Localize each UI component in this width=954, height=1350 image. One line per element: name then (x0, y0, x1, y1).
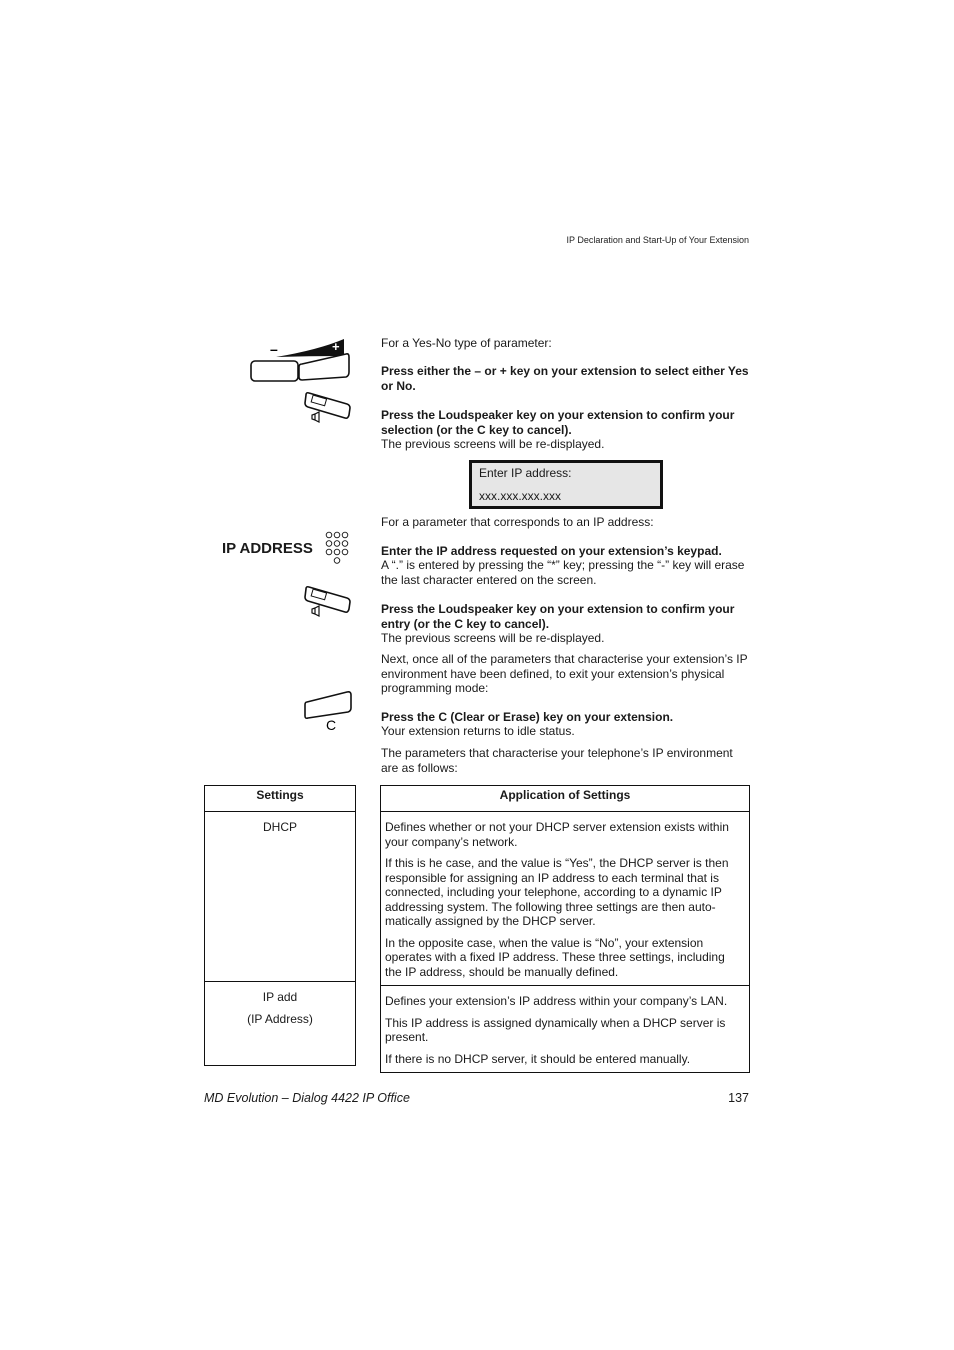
setting-name: DHCP (262, 820, 297, 834)
application-paragraph: If there is no DHCP server, it should be entered manually. (385, 1051, 691, 1066)
loudspeaker-key-icon (303, 390, 353, 428)
table-intro: The parameters that characterise your telephone’s IP environment are as follows: (381, 746, 733, 775)
confirm-selection-instruction: Press the Loudspeaker key on your extension to confirm your selection (or the C key to cancel). (381, 408, 735, 437)
setting-name: IP add (262, 990, 298, 1004)
table-row (205, 982, 356, 1066)
confirm-entry-note: The previous screens will be re-displayed. (381, 631, 605, 645)
application-paragraph: If this is he case, and the value is “Yes”, the DHCP server is then responsible for assigning an IP address to each terminal that is connected, including your telephone, according to a dynamic IP addressing system. The following three settings are then auto-matically assigned by the DHCP server. (385, 856, 729, 928)
application-paragraph: Defines your extension’s IP address within your company’s LAN. (385, 994, 728, 1008)
minus-glyph: – (270, 341, 278, 357)
lcd-line-2: xxx.xxx.xxx.xxx (479, 489, 562, 503)
clear-note: Your extension returns to idle status. (381, 724, 575, 738)
application-paragraph: Defines whether or not your DHCP server extension exists within your company’s network. (385, 820, 729, 849)
settings-table (204, 785, 356, 1066)
settings-header: Settings (205, 786, 356, 812)
lcd-line-1: Enter IP address: (479, 466, 572, 480)
plus-glyph: + (332, 339, 340, 354)
exit-intro: Next, once all of the parameters that characterise your extension’s IP environment have been defined, to exit your extension’s physical programming mode: (381, 652, 748, 695)
table-row (381, 986, 750, 1073)
clear-instruction: Press the C (Clear or Erase) key on your extension. (381, 710, 674, 724)
application-paragraph: This IP address is assigned dynamically when a DHCP server is present. (385, 1015, 726, 1044)
yesno-instruction: Press either the – or + key on your extension to select either Yes or No. (381, 364, 749, 393)
c-key-glyph: C (326, 717, 337, 733)
footer-title: MD Evolution – Dialog 4422 IP Office (204, 1091, 410, 1105)
table-row (381, 812, 750, 986)
confirm-selection-note: The previous screens will be re-displayed. (381, 437, 605, 451)
volume-keys-icon (248, 336, 352, 386)
application-paragraph: In the opposite case, when the value is “No”, your extension operates with a fixed IP address. These three settings, including the IP address, should be manually defined. (385, 935, 725, 979)
page-number: 137 (728, 1091, 749, 1105)
confirm-entry-instruction: Press the Loudspeaker key on your extension to confirm your entry (or the C key to cancel). (381, 602, 735, 631)
keypad-icon (325, 531, 351, 567)
running-header: IP Declaration and Start-Up of Your Extension (566, 235, 749, 245)
setting-subname: (IP Address) (247, 1011, 313, 1026)
table-row (205, 812, 356, 982)
loudspeaker-key-icon (303, 584, 353, 622)
ip-note: A “.” is entered by pressing the “*” key; pressing the “-” key will erase the last character entered on the screen. (381, 558, 745, 587)
ip-address-label: IP ADDRESS (222, 540, 313, 557)
application-header: Application of Settings (381, 786, 750, 812)
ip-instruction: Enter the IP address requested on your extension’s keypad. (381, 544, 722, 558)
c-key-icon (302, 690, 354, 732)
lcd-display (469, 460, 663, 509)
application-table (380, 785, 750, 1073)
ip-intro: For a parameter that corresponds to an IP address: (381, 515, 654, 529)
yesno-intro: For a Yes-No type of parameter: (381, 336, 552, 350)
